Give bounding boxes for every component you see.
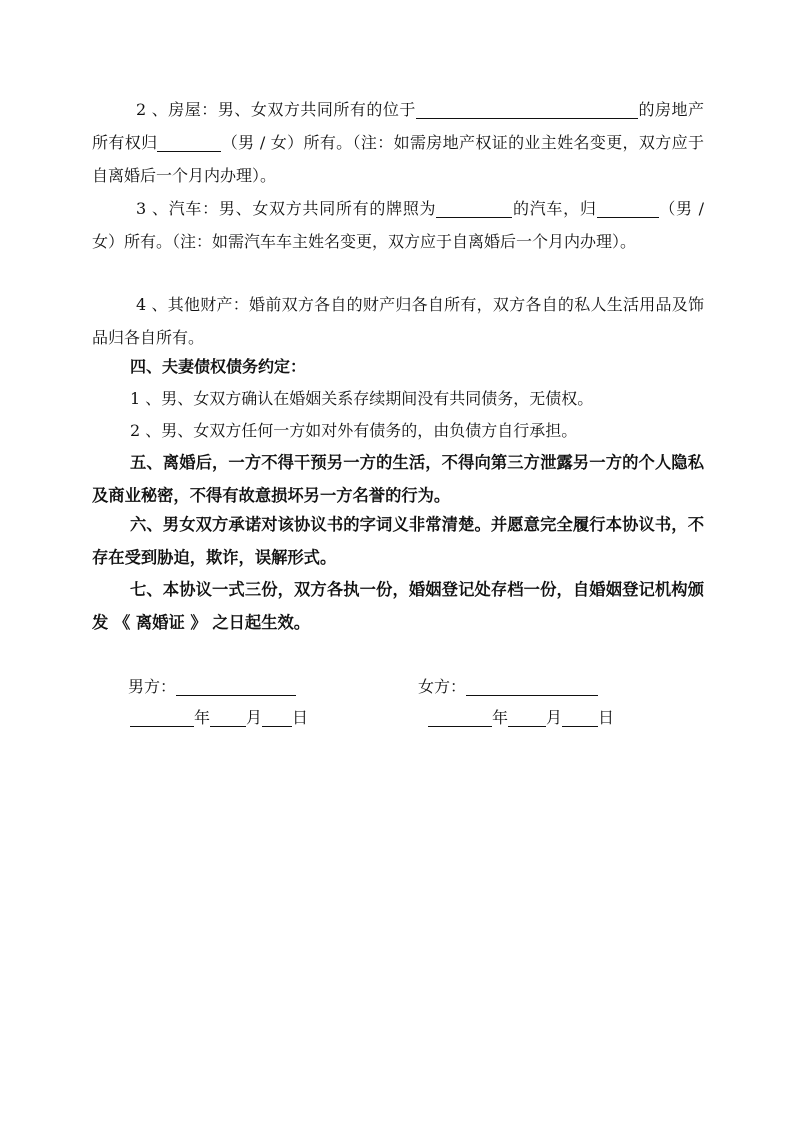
house-location-blank[interactable] xyxy=(416,98,638,119)
month-label: 月 xyxy=(546,708,563,727)
male-year-blank[interactable] xyxy=(130,706,194,727)
male-signature xyxy=(128,675,296,699)
debt-item-1: 1 、男、女双方确认在婚姻关系存续期间没有共同债务，无债权。 xyxy=(130,389,594,408)
clause-car-mid1: 的汽车，归 xyxy=(512,199,597,218)
year-label: 年 xyxy=(194,708,211,727)
female-day-blank[interactable] xyxy=(562,706,598,727)
month-label: 月 xyxy=(246,708,263,727)
clause-car-mid2: （男 / 女）所有。（注：如需汽车车主姓名变更，双方应于自离婚后一个月内办理）。 xyxy=(92,199,704,251)
male-signature-blank[interactable] xyxy=(176,675,296,696)
debt-heading: 四、夫妻债权债务约定： xyxy=(130,357,307,376)
clause-house-mid2: （男 / 女）所有。（注：如需房地产权证的业主姓名变更，双方应于自离婚后一个月内办理）。 xyxy=(92,133,704,185)
debt-item-2: 2 、男、女双方任何一方如对外有债务的，由负债方自行承担。 xyxy=(130,421,578,440)
male-date xyxy=(130,706,308,730)
clause-other-property: 4 、其他财产：婚前双方各自的财产归各自所有，双方各自的私人生活用品及饰品归各自所有。 xyxy=(92,295,704,347)
male-day-blank[interactable] xyxy=(262,706,292,727)
clause-house xyxy=(92,93,704,192)
car-plate-blank[interactable] xyxy=(436,197,512,218)
clause-house-lead: 2 、房屋：男、女双方共同所有的位于 xyxy=(136,100,416,119)
clause-6: 六、男女双方承诺对该协议书的字词义非常清楚。并愿意完全履行本协议书，不存在受到胁迫，欺诈，误解形式。 xyxy=(92,515,704,567)
female-signature xyxy=(418,675,598,699)
female-year-blank[interactable] xyxy=(428,706,492,727)
car-owner-blank[interactable] xyxy=(597,197,659,218)
clause-car xyxy=(92,192,704,258)
female-signature-blank[interactable] xyxy=(466,675,598,696)
clause-5: 五、离婚后，一方不得干预另一方的生活，不得向第三方泄露另一方的个人隐私及商业秘密，不得有故意损坏另一方名誉的行为。 xyxy=(92,453,704,505)
female-label: 女方： xyxy=(418,677,467,696)
female-month-blank[interactable] xyxy=(508,706,546,727)
clause-car-lead: 3 、汽车：男、女双方共同所有的牌照为 xyxy=(136,199,437,218)
day-label: 日 xyxy=(598,708,615,727)
house-owner-blank[interactable] xyxy=(157,131,221,152)
year-label: 年 xyxy=(492,708,509,727)
clause-7: 七、本协议一式三份，双方各执一份，婚姻登记处存档一份，自婚姻登记机构颁发 《 离婚证 》 之日起生效。 xyxy=(92,580,704,632)
clause-house-mid1: 的房地产所有权归 xyxy=(92,100,704,152)
female-date xyxy=(428,706,614,730)
male-month-blank[interactable] xyxy=(210,706,246,727)
day-label: 日 xyxy=(292,708,309,727)
male-label: 男方： xyxy=(128,677,177,696)
